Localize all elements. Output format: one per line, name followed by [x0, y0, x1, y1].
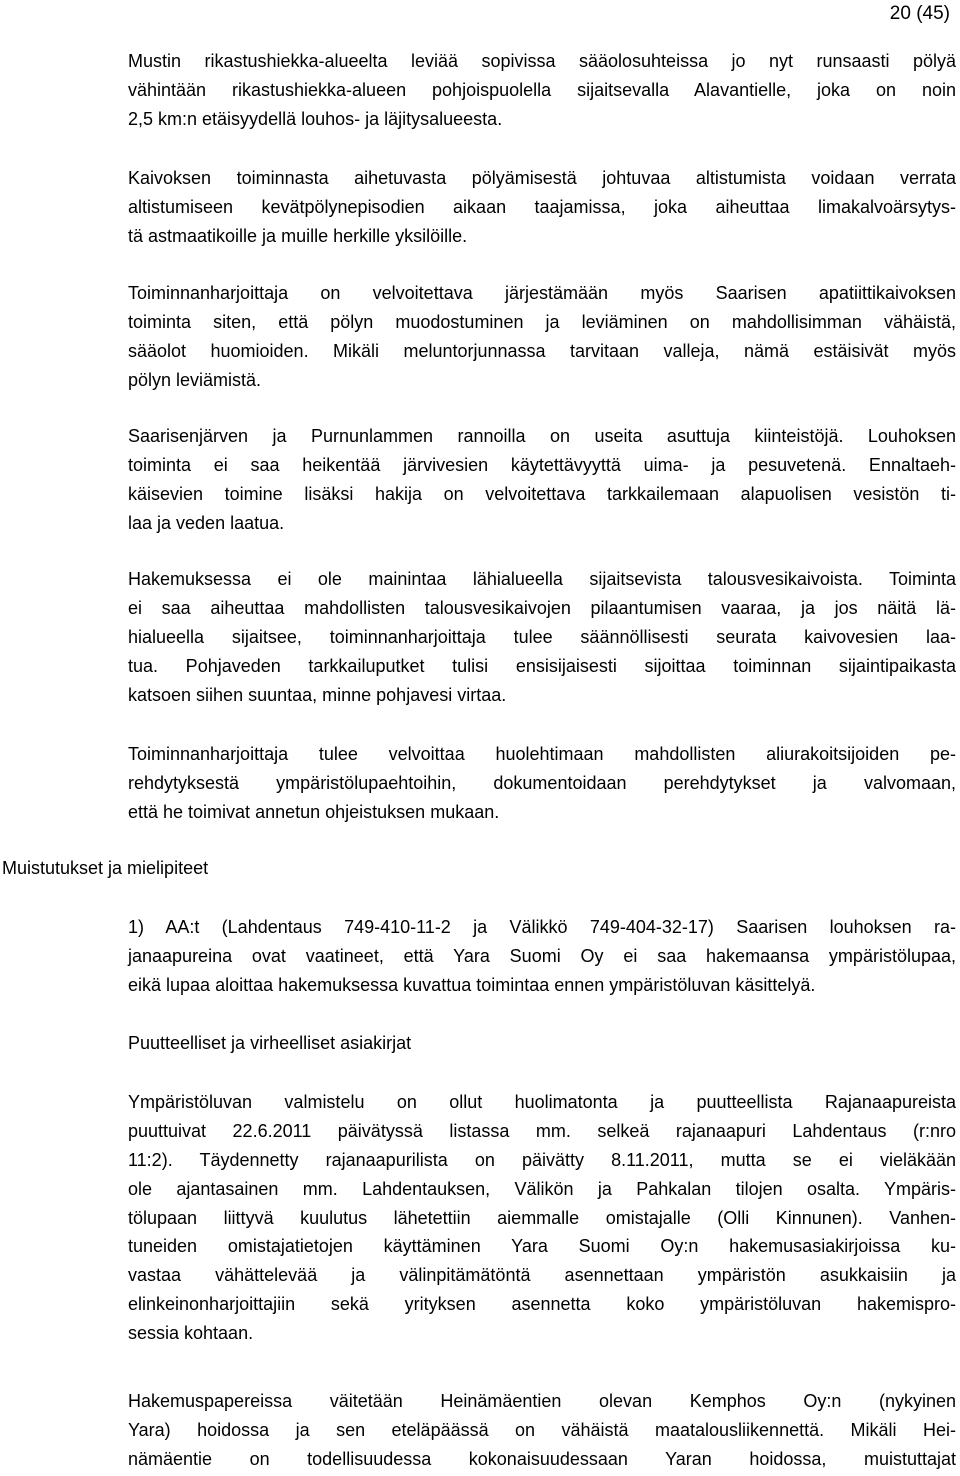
- paragraph-line: käisevien toimine lisäksi hakija on velvoitettava tarkkailemaan alapuolisen vesistön ti-: [128, 483, 956, 504]
- paragraph-line: hialueella sijaitsee, toiminnanharjoittaja tulee säännöllisesti seurata kaivovesien laa-: [128, 626, 956, 647]
- paragraph: [128, 740, 956, 827]
- paragraph: [128, 913, 956, 1000]
- paragraph-line: tä astmaatikoille ja muille herkille yksilöille.: [128, 225, 468, 246]
- paragraph-line: pölyn leviämistä.: [128, 369, 262, 390]
- paragraph-line: Hakemuksessa ei ole mainintaa lähialueella sijaitsevista talousvesikaivoista. Toiminta: [128, 569, 956, 589]
- paragraph-line: 1) AA:t (Lahdentaus 749-410-11-2 ja Välikkö 749-404-32-17) Saarisen louhoksen ra-: [128, 917, 956, 937]
- paragraph-line: Mustin rikastushiekka-alueelta leviää sopivissa sääolosuhteissa jo nyt runsaasti pölyä: [128, 51, 956, 71]
- paragraph-line: tölupaan liittyvä kuulutus lähetettiin aiemmalle omistajalle (Olli Kinnunen). Vanhen-: [128, 1207, 956, 1228]
- paragraph-line: että he toimivat annetun ohjeistuksen mukaan.: [128, 801, 500, 822]
- paragraph-line: nämäentie on todellisuudessa kokonaisuudessaan Yaran hoidossa, muistuttajat: [128, 1448, 956, 1469]
- paragraph-line: laa ja veden laatua.: [128, 512, 285, 533]
- paragraph-line: altistumiseen kevätpölynepisodien aikaan taajamissa, joka aiheuttaa limakalvoärsytys-: [128, 196, 956, 217]
- paragraph-line: Toiminnanharjoittaja on velvoitettava järjestämään myös Saarisen apatiittikaivoksen: [128, 283, 956, 303]
- paragraph: [128, 422, 956, 538]
- subheading: [128, 1029, 956, 1058]
- paragraph-line: sääolot huomioiden. Mikäli meluntorjunnassa tarvitaan valleja, nämä estäisivät myös: [128, 340, 956, 361]
- paragraph-line: vähintään rikastushiekka-alueen pohjoispuolella sijaitsevalla Alavantielle, joka on noin: [128, 79, 956, 100]
- paragraph-line: ei saa aiheuttaa mahdollisten talousvesikaivojen pilaantumisen vaaraa, ja jos näitä lä-: [128, 597, 956, 618]
- paragraph: [128, 164, 956, 251]
- subheading-text: Puutteelliset ja virheelliset asiakirjat: [128, 1033, 412, 1053]
- paragraph-line: Ympäristöluvan valmistelu on ollut huolimatonta ja puutteellista Rajanaapureista: [128, 1092, 956, 1112]
- paragraph-line: Yara) hoidossa ja sen eteläpäässä on vähäistä maatalousliikennettä. Mikäli Hei-: [128, 1419, 956, 1440]
- paragraph-line: Saarisenjärven ja Purnunlammen rannoilla on useita asuttuja kiinteistöjä. Louhoksen: [128, 426, 956, 446]
- paragraph: [128, 1387, 956, 1474]
- paragraph-line: vastaa vähättelevää ja välinpitämätöntä asennettaan ympäristön asukkaisiin ja: [128, 1265, 956, 1286]
- paragraph-line: tua. Pohjaveden tarkkailuputket tulisi ensisijaisesti sijoittaa toiminnan sijaintipaikasta: [128, 655, 956, 676]
- paragraph-line: rehdytyksestä ympäristölupaehtoihin, dokumentoidaan perehdytykset ja valvomaan,: [128, 772, 956, 793]
- paragraph-line: 11:2). Täydennetty rajanaapurilista on päivätty 8.11.2011, mutta se ei vieläkään: [128, 1149, 956, 1170]
- paragraph: [128, 565, 956, 709]
- paragraph-line: Kaivoksen toiminnasta aihetuvasta pölyämisestä johtuvaa altistumista voidaan verrata: [128, 168, 956, 188]
- paragraph-line: ole ajantasainen mm. Lahdentauksen, Välikön ja Pahkalan tilojen osalta. Ympäris-: [128, 1178, 956, 1199]
- paragraph-line: toiminta siten, että pölyn muodostuminen ja leviäminen on mahdollisimman vähäistä,: [128, 311, 956, 332]
- page-number: 20 (45): [889, 3, 950, 24]
- paragraph-line: 2,5 km:n etäisyydellä louhos- ja läjitysalueesta.: [128, 108, 503, 129]
- paragraph-line: janaapureina ovat vaatineet, että Yara Suomi Oy ei saa hakemaansa ympäristölupaa,: [128, 945, 956, 966]
- paragraph: [128, 1088, 956, 1348]
- section-heading: Muistutukset ja mielipiteet: [2, 858, 209, 878]
- paragraph-line: Toiminnanharjoittaja tulee velvoittaa huolehtimaan mahdollisten aliurakoitsijoiden pe-: [128, 744, 956, 764]
- paragraph-line: sessia kohtaan.: [128, 1323, 254, 1344]
- paragraph-line: puuttuivat 22.6.2011 päivätyssä listassa mm. selkeä rajanaapuri Lahdentaus (r:nro: [128, 1120, 956, 1141]
- paragraph-line: toiminta ei saa heikentää järvivesien käytettävyyttä uima- ja pesuvetenä. Ennaltaeh-: [128, 454, 956, 475]
- paragraph: [128, 279, 956, 395]
- paragraph: [128, 47, 956, 134]
- paragraph-line: katsoen siihen suuntaa, minne pohjavesi virtaa.: [128, 684, 507, 705]
- paragraph-line: tuneiden omistajatietojen käyttäminen Yara Suomi Oy:n hakemusasiakirjoissa ku-: [128, 1236, 956, 1257]
- paragraph-line: Hakemuspapereissa väitetään Heinämäentien olevan Kemphos Oy:n (nykyinen: [128, 1391, 956, 1411]
- paragraph-line: eikä lupaa aloittaa hakemuksessa kuvattua toimintaa ennen ympäristöluvan käsittelyä.: [128, 974, 816, 995]
- paragraph-line: elinkeinonharjoittajiin sekä yrityksen asennetta koko ympäristöluvan hakemispro-: [128, 1294, 956, 1315]
